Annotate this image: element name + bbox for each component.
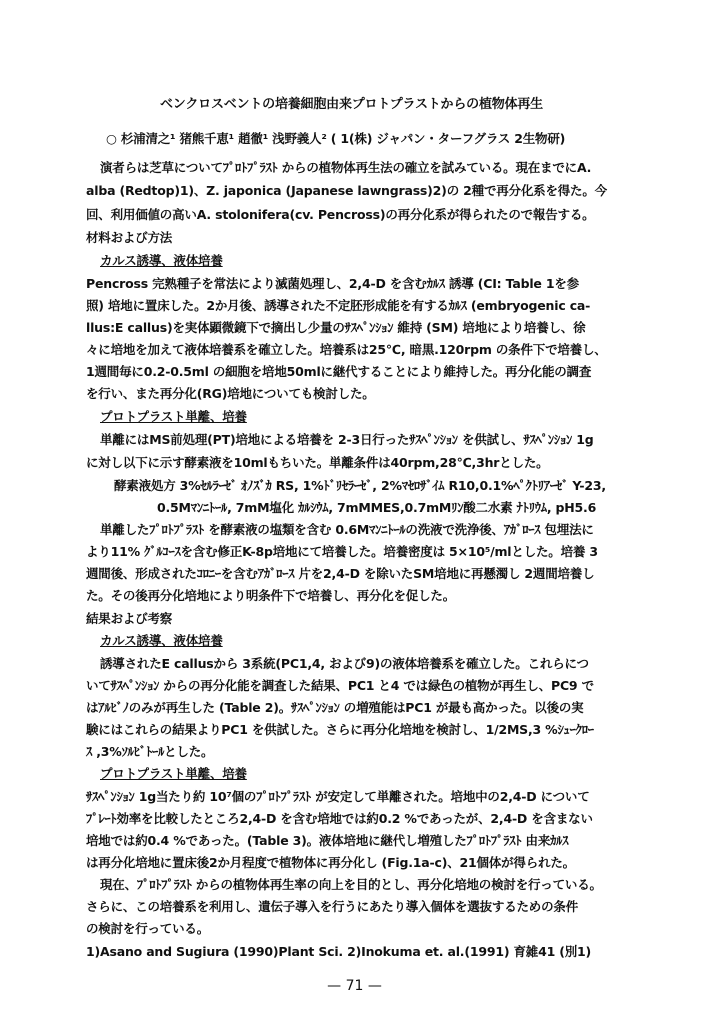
callus-results-line-4: 験にはこれらの結果よりPC1 を供試した。さらに再分化培地を検討し、1/2MS,3 %ｼｭｰｸﾛｰ xyxy=(86,722,594,737)
intro-line-1: 演者らは芝草についてﾌﾟﾛﾄﾌﾟﾗｽﾄ からの植物体再生法の確立を試みている。現在までにA. xyxy=(100,160,592,175)
callus-method-line-2: 照) 培地に置床した。2か月後、誘導された不定胚形成能を有するｶﾙｽ (embryogenic ca- xyxy=(86,298,591,313)
protoplast-results-line-1: ｻｽﾍﾟﾝｼｮﾝ 1g当たり約 10⁷個のﾌﾟﾛﾄﾌﾟﾗｽﾄ が安定して単離された。培地中の2,4-D について xyxy=(86,789,590,804)
enzyme-recipe-line-1: 酵素液処方 3%ｾﾙﾗｰｾﾞ ｵﾉｽﾞｶ RS, 1%ﾄﾞﾘｾﾗｰｾﾞ, 2%ﾏｾﾛｻﾞｲﾑ R10,0.1%ﾍﾟｸﾄﾘｱｰｾﾞ Y-23, xyxy=(114,478,606,493)
enzyme-recipe-line-2: 0.5Mﾏﾝﾆﾄｰﾙ, 7mM塩化 ｶﾙｼｳﾑ, 7mMMES,0.7mMﾘﾝ酸二水素 ﾅﾄﾘｳﾑ, pH5.6 xyxy=(157,500,597,515)
protoplast-heading: プロトプラスト単離、培養 xyxy=(100,409,247,424)
callus-results-line-5: ｽ ,3%ｿﾙﾋﾞﾄｰﾙとした。 xyxy=(86,744,214,759)
protoplast-results-line-4: は再分化培地に置床後2か月程度で植物体に再分化し (Fig.1a-c)、21個体が得られた。 xyxy=(86,855,575,870)
callus-heading-2: カルス誘導、液体培養 xyxy=(100,633,223,648)
protoplast-culture-line-3: 週間後、形成されたｺﾛﾆｰを含むｱｶﾞﾛｰｽ 片を2,4-D を除いたSM培地に再懸濁し 2週間培養し xyxy=(86,566,595,581)
author-line: ○ 杉浦清之¹ 猪熊千恵¹ 趙徹¹ 浅野義人² ( 1(株) ジャパン・ターフグラス 2生物研) xyxy=(106,131,566,146)
references: 1)Asano and Sugiura (1990)Plant Sci. 2)Inokuma et. al.(1991) 育雑41 (別1) xyxy=(86,944,592,959)
paper-title: ベンクロスベントの培養細胞由来プロトプラストからの植物体再生 xyxy=(160,97,543,112)
methods-heading: 材料および方法 xyxy=(86,230,173,245)
page-number: — 71 — xyxy=(327,978,382,994)
protoplast-results-line-5: 現在、ﾌﾟﾛﾄﾌﾟﾗｽﾄ からの植物体再生率の向上を目的とし、再分化培地の検討を行っている。 xyxy=(100,877,602,892)
callus-results-line-3: はｱﾙﾋﾞﾉのみが再生した (Table 2)。ｻｽﾍﾟﾝｼｮﾝ の増殖能はPC1 が最も高かった。以後の実 xyxy=(86,700,584,715)
callus-method-line-4: 々に培地を加えて液体培養系を確立した。培養系は25℃, 暗黒.120rpm の条件下で培養し、 xyxy=(86,342,607,357)
intro-line-3: 回、利用価値の高いA. stolonifera(cv. Pencross)の再分化系が得られたので報告する。 xyxy=(86,207,595,222)
protoplast-results-line-6: さらに、この培養系を利用し、遺伝子導入を行うにあたり導入個体を選抜するための条件 xyxy=(86,899,579,914)
intro-line-2: alba (Redtop)1)、Z. japonica (Japanese lawngrass)2)の 2種で再分化系を得た。今 xyxy=(86,183,607,198)
protoplast-culture-line-1: 単離したﾌﾟﾛﾄﾌﾟﾗｽﾄ を酵素液の塩類を含む 0.6Mﾏﾝﾆﾄｰﾙの洗液で洗浄後、ｱｶﾞﾛｰｽ 包埋法に xyxy=(100,522,594,537)
callus-method-line-1: Pencross 完熟種子を常法により滅菌処理し、2,4-D を含むｶﾙｽ 誘導 (CI: Table 1を参 xyxy=(86,276,579,291)
callus-method-line-6: を行い、また再分化(RG)培地についても検討した。 xyxy=(86,386,375,401)
protoplast-culture-line-4: た。その後再分化培地により明条件下で培養し、再分化を促した。 xyxy=(86,588,456,603)
protoplast-method-line-2: に対し以下に示す酵素液を10mlもちいた。単離条件は40rpm,28℃,3hrとした。 xyxy=(86,455,549,470)
protoplast-results-line-2: ﾌﾟﾚｰﾄ効率を比較したところ2,4-D を含む培地では約0.2 %であったが、2,4-D を含まない xyxy=(86,811,593,826)
protoplast-culture-line-2: より11% ｸﾞﾙｺｰｽを含む修正K-8p培地にて培養した。培養密度は 5×10⁵/mlとした。培養 3 xyxy=(86,544,598,559)
callus-results-line-2: いてｻｽﾍﾟﾝｼｮﾝ からの再分化能を調査した結果、PC1 と4 では緑色の植物が再生し、PC9 で xyxy=(86,678,594,693)
protoplast-results-line-7: の検討を行っている。 xyxy=(86,921,210,936)
protoplast-method-line-1: 単離にはMS前処理(PT)培地による培養を 2-3日行ったｻｽﾍﾟﾝｼｮﾝ を供試し、ｻｽﾍﾟﾝｼｮﾝ 1g xyxy=(100,432,594,447)
protoplast-heading-2: プロトプラスト単離、培養 xyxy=(100,766,247,781)
callus-heading: カルス誘導、液体培養 xyxy=(100,253,223,268)
protoplast-results-line-3: 培地では約0.4 %であった。(Table 3)。液体培地に継代し増殖したﾌﾟﾛﾄﾌﾟﾗｽﾄ 由来ｶﾙｽ xyxy=(86,833,569,848)
results-heading: 結果および考察 xyxy=(86,611,173,626)
callus-results-line-1: 誘導されたE callusから 3系統(PC1,4, および9)の液体培養系を確立した。これらにつ xyxy=(100,656,589,671)
callus-method-line-5: 1週間毎に0.2-0.5ml の細胞を培地50mlに継代することにより維持した。再分化能の調査 xyxy=(86,364,592,379)
callus-method-line-3: llus:E callus)を実体顕微鏡下で摘出し少量のｻｽﾍﾟﾝｼｮﾝ 維持 (SM) 培地により培養し、徐 xyxy=(86,320,586,335)
